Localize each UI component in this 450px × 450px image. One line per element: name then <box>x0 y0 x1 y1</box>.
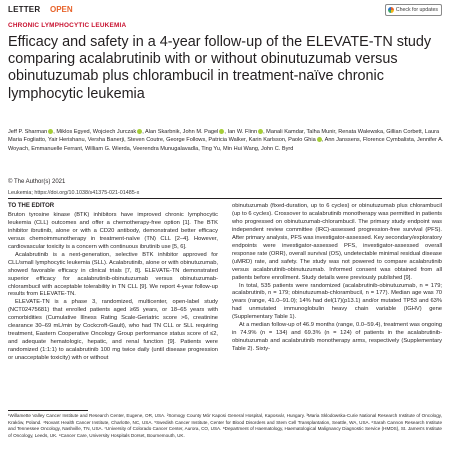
header-divider <box>8 198 442 199</box>
orcid-icon[interactable] <box>317 137 322 142</box>
author-name[interactable]: Steven Coutre <box>127 137 163 144</box>
author-name[interactable]: Florence Cymbalista <box>362 137 414 144</box>
article-title: Efficacy and safety in a 4-year follow-up of the ELEVATE-TN study comparing acalabrutinib with or without obinutuzumab versus obinutuzumab plus chlorambucil in treatment-naïve chronic lymphocytic leukemia <box>8 34 432 102</box>
body-paragraph: At a median follow-up of 46.9 months (range, 0.0–59.4), treatment was ongoing in 74.9% (n = 134) and 69.3% (n = 124) of patients in the acalabrutinib-obinutuzumab and acalabrutinib monotherapy arms, respectively (Supplementary Table 2). Sixty- <box>232 322 442 353</box>
copyright-text: The Author(s) 2021 <box>13 179 66 185</box>
author-name[interactable]: Ting Yu <box>201 145 220 152</box>
orcid-icon[interactable] <box>258 129 263 134</box>
author-name[interactable]: Min Hui Wang <box>223 145 258 152</box>
author-name[interactable]: John C. Byrd <box>261 145 294 152</box>
top-bar <box>8 5 442 17</box>
author-name[interactable]: Jennifer A. Woyach <box>8 137 444 152</box>
author-name[interactable]: William G. Wierda <box>85 145 130 152</box>
copyright-line <box>8 179 65 185</box>
body-paragraph: Acalabrutinib is a next-generation, selective BTK inhibitor approved for CLL/small lymphocytic leukemia (SLL). Acalabrutinib, alone or with obinutuzumab, showed favorable efficacy in clinical trials [7, 8]. ELEVATE-TN demonstrated superior efficacy for acalabrutinib-obinutuzumab versus obinutuzumab-chlorambucil with acceptable tolerability in TN CLL [9]. We report 4-year follow-up results from ELEVATE-TN. <box>8 251 218 298</box>
author-name[interactable]: Renata Walewska <box>338 129 384 135</box>
crossmark-icon <box>388 7 394 13</box>
copyright-symbol: © <box>8 179 13 185</box>
author-name[interactable]: Ann Janssens <box>324 137 360 144</box>
body-column-left <box>8 203 218 363</box>
article-category: CHRONIC LYMPHOCYTIC LEUKEMIA <box>8 22 127 29</box>
author-list: Jeff P. Sharman , Miklos Egyed, Wojciech Jurczak , Alan Skarbnik, John M. Pagel , Ian W. Flinn , Manali Kamdar, Talha Munir, Renata Walewska, Gillian Corbett, Laura Maria Fogliatto, Yair Herishanu, Versha Banerji, Steven Coutre, George Follows, Patricia Walker, Karin Karlsson, Paolo Ghia , Ann Janssens, Florence Cymbalista, Jennifer A. Woyach, Emmanuelle Ferrant, William G. Wierda, Veerendra Munugalavadla, Ting Yu, Min Hui Wang, John C. Byrd <box>8 129 444 152</box>
orcid-icon[interactable] <box>219 129 224 134</box>
body-paragraph: obinutuzumab (fixed-duration, up to 6 cycles) or obinutuzumab plus chlorambucil (up to 6 cycles). Crossover to acalabrutinib monotherapy was permitted in patients who progressed on obinutuzumab-chlorambucil. The primary study endpoint was independent review committee (IRC)-assessed progression-free survival (PFS). After primary analysis, PFS was investigator-assessed. Key secondary/exploratory endpoints were investigator-assessed PFS, investigator-assessed overall response rate (ORR), overall survival (OS), undetectable minimal residual disease (uMRD) rate, and safety. The study was not powered to compare acalabrutinib versus acalabrutinib-obinutuzumab. Informed consent was obtained from all patients before enrollment. Study details were previously published [9]. <box>232 203 442 281</box>
author-name[interactable]: Alan Skarbnik <box>145 129 180 135</box>
author-name[interactable]: Gillian Corbett <box>386 129 422 135</box>
author-name[interactable]: Versha Banerji <box>87 137 125 144</box>
author-name[interactable]: George Follows <box>166 137 206 144</box>
affiliations-footnote: ¹Willamette Valley Cancer Institute and Research Center, Eugene, OR, USA. ²Somogy County Mór Kaposi General Hospital, Kaposvár, Hungary. ³Maria Sklodowska-Curie National Research Institute of Oncology, Kraków, Poland. ⁴Novant Health Cancer Institute, Charlotte, NC, USA. ⁵Swedish Cancer Institute, Center for Blood Disorders and Stem Cell Transplantation, Seattle, WA, USA. ⁶Sarah Cannon Research Institute and Tennessee Oncology, Nashville, TN, USA. ⁷University of Colorado Cancer Center, Aurora, CO, USA. ⁸Department of Haematology, Haematological Malignancy Diagnostic Service (HMDS), St. James's Institute of Oncology, Leeds, UK. ⁹Cancer Care, University Hospitals Dorset, Bournemouth, UK. <box>8 413 442 438</box>
author-name[interactable]: Karin Karlsson <box>248 137 285 144</box>
author-name[interactable]: Paolo Ghia <box>288 137 316 144</box>
body-paragraph: Bruton tyrosine kinase (BTK) inhibitors have improved chronic lymphocytic leukemia (CLL) outcomes and offer a chemotherapy-free option [1]. The BTK inhibitor ibrutinib, alone or with a CD20 antibody, demonstrated better efficacy versus chemoimmunotherapy in treatment-naïve (TN) CLL [2–4]. However, cardiovascular toxicity is a concern with continuous ibrutinib use [5, 6]. <box>8 211 218 250</box>
body-column-right <box>232 203 442 354</box>
author-name[interactable]: Veerendra Munugalavadla <box>132 145 199 152</box>
author-name[interactable]: Talha Munir <box>306 129 336 135</box>
author-name[interactable]: Laura Maria Fogliatto <box>8 129 440 144</box>
orcid-icon[interactable] <box>137 129 142 134</box>
check-for-updates-label: Check for updates <box>395 7 438 13</box>
doi-line[interactable]: Leukemia; https://doi.org/10.1038/s41375-021-01485-x <box>8 190 140 196</box>
author-name[interactable]: John M. Pagel <box>182 129 219 135</box>
body-paragraph: In total, 535 patients were randomized (acalabrutinib-obinutuzumab, n = 179; acalabrutinib, n = 179; obinutuzumab-chlorambucil, n = 177). Median age was 70 years (range, 41.0–91.0); 14% had del(17)(p13.1) and/or mutated TP53 and 63% had unmutated immunoglobulin heavy chain variable (IGHV) gene (Supplementary Table 1). <box>232 282 442 321</box>
author-name[interactable]: Emmanuelle Ferrant <box>31 145 82 152</box>
footnote-divider <box>8 410 88 411</box>
author-name[interactable]: Ian W. Flinn <box>227 129 258 135</box>
author-name[interactable]: Jeff P. Sharman <box>8 129 48 135</box>
check-for-updates-button[interactable] <box>385 4 442 16</box>
body-paragraph: ELEVATE-TN is a phase 3, randomized, multicenter, open-label study (NCT02475681) that enrolled patients aged ≥65 years, or 18–65 years with comorbidities (Cumulative Illness Rating Scale-Geriatric score >6, creatinine clearance 30–69 mL/min by Cockcroft-Gault), who had TN CLL or SLL requiring treatment, Eastern Cooperative Oncology Group performance status score of ≤2, and adequate hematologic, hepatic, and renal function [9]. Patients were randomized (1:1:1) to acalabrutinib 100 mg twice daily (until disease progression or unacceptable toxicity) with or without <box>8 299 218 362</box>
orcid-icon[interactable] <box>48 129 53 134</box>
article-type-label: LETTER <box>8 5 41 14</box>
section-heading: TO THE EDITOR <box>8 203 55 209</box>
author-name[interactable]: Yair Herishanu <box>48 137 85 144</box>
open-access-label: OPEN <box>50 5 73 14</box>
author-name[interactable]: Patricia Walker <box>208 137 246 144</box>
author-name[interactable]: Manali Kamdar <box>266 129 304 135</box>
author-name[interactable]: Miklos Egyed <box>56 129 90 135</box>
author-name[interactable]: Wojciech Jurczak <box>92 129 137 135</box>
